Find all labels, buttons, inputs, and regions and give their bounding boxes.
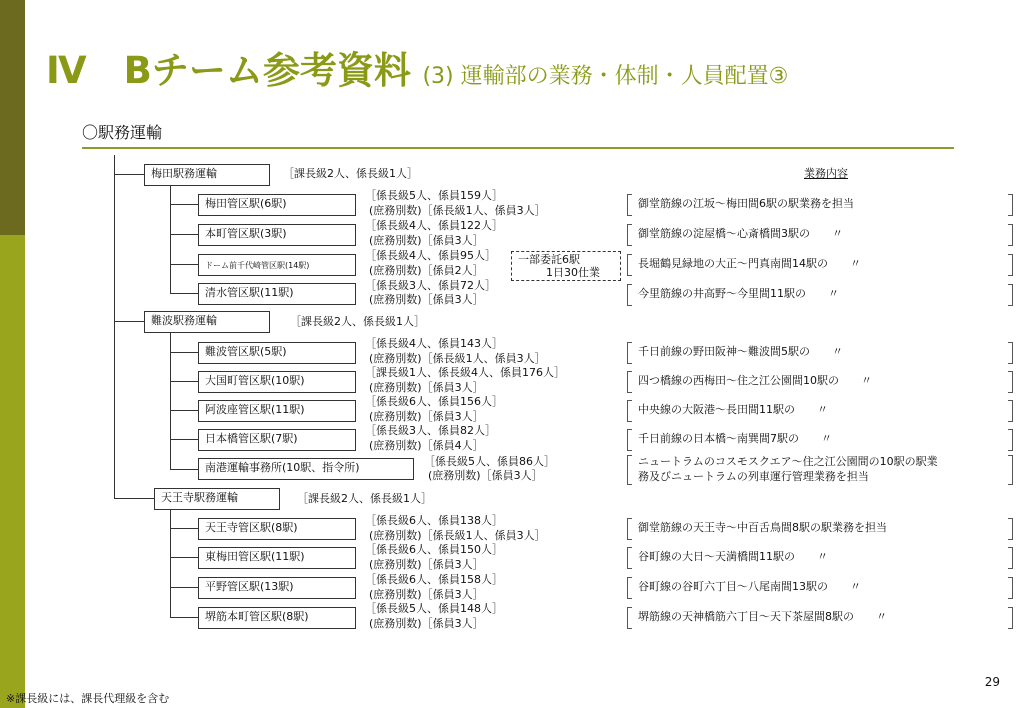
duty-bracket-right — [1008, 400, 1013, 422]
outsourcing-line1: 一部委託6駅 — [518, 253, 580, 266]
station-staff: ［係長級6人、係員138人］ — [365, 514, 503, 527]
duty-text-line2: 務及びニュートラムの列車運行管理業務を担当 — [638, 470, 869, 483]
sub-branch — [170, 469, 198, 470]
duty-bracket-left — [627, 254, 632, 276]
sub-trunk-tennoji — [170, 510, 171, 617]
duty-text: 谷町線の大日～天満橋間11駅の 〃 — [638, 550, 828, 563]
duty-bracket-left — [627, 342, 632, 364]
station-staff-admin: (庶務別数)［係員2人］ — [369, 264, 484, 277]
duty-bracket-right — [1008, 254, 1013, 276]
duty-bracket-left — [627, 518, 632, 540]
duties-header: 業務内容 — [804, 167, 848, 180]
section-heading: 〇駅務運輸 — [82, 123, 163, 142]
station-box: 難波管区駅(5駅) — [198, 342, 356, 364]
sub-branch — [170, 381, 198, 382]
duty-text-line1: ニュートラムのコスモスクエア～住之江公園間の10駅の駅業 — [638, 455, 938, 468]
station-box: 南港運輸事務所(10駅、指令所) — [198, 458, 414, 480]
station-staff: ［係長級6人、係員150人］ — [365, 543, 503, 556]
station-box: 大国町管区駅(10駅) — [198, 371, 356, 393]
station-staff-admin: (庶務別数)［係員3人］ — [369, 293, 484, 306]
station-box: 天王寺管区駅(8駅) — [198, 518, 356, 540]
page-title — [46, 40, 788, 96]
station-box: ドーム前千代崎管区駅(14駅) — [198, 254, 356, 276]
duty-bracket-right — [1008, 194, 1013, 216]
sub-branch — [170, 352, 198, 353]
outsourcing-line2: 1日30仕業 — [546, 266, 600, 279]
duty-text: 堺筋線の天神橋筋六丁目～天下茶屋間8駅の 〃 — [638, 610, 887, 623]
station-staff: ［課長級1人、係長級4人、係員176人］ — [365, 366, 565, 379]
duty-bracket-right — [1008, 547, 1013, 569]
duty-bracket-left — [627, 455, 632, 485]
sub-branch — [170, 617, 198, 618]
tree-branch-umeda — [114, 174, 144, 175]
station-box: 堺筋本町管区駅(8駅) — [198, 607, 356, 629]
area-box-tennoji: 天王寺駅務運輸 — [154, 488, 280, 510]
area-staff: ［課長級2人、係長級1人］ — [297, 492, 432, 505]
sidebar-accent-light — [0, 235, 25, 708]
duty-bracket-left — [627, 400, 632, 422]
duty-text: 千日前線の野田阪神～難波間5駅の 〃 — [638, 345, 843, 358]
duty-bracket-right — [1008, 342, 1013, 364]
duty-text: 御堂筋線の江坂～梅田間6駅の駅業務を担当 — [638, 197, 854, 210]
duty-bracket-left — [627, 371, 632, 393]
duty-bracket-right — [1008, 224, 1013, 246]
station-staff: ［係長級4人、係員95人］ — [365, 249, 496, 262]
area-box-namba: 難波駅務運輸 — [144, 311, 270, 333]
sub-branch — [170, 293, 198, 294]
duty-bracket-left — [627, 607, 632, 629]
station-staff: ［係長級3人、係員72人］ — [365, 279, 496, 292]
area-staff: ［課長級2人、係長級1人］ — [290, 315, 425, 328]
duty-text: 御堂筋線の天王寺～中百舌鳥間8駅の駅業務を担当 — [638, 521, 887, 534]
duty-text: 今里筋線の井高野～今里間11駅の 〃 — [638, 287, 839, 300]
station-staff: ［係長級6人、係員158人］ — [365, 573, 503, 586]
duty-bracket-left — [627, 547, 632, 569]
area-box-umeda: 梅田駅務運輸 — [144, 164, 270, 186]
station-staff-admin: (庶務別数)［係員3人］ — [369, 381, 484, 394]
sub-branch — [170, 528, 198, 529]
duty-bracket-right — [1008, 455, 1013, 485]
station-box: 日本橋管区駅(7駅) — [198, 429, 356, 451]
duty-text: 御堂筋線の淀屋橋～心斎橋間3駅の 〃 — [638, 227, 843, 240]
duty-bracket-left — [627, 224, 632, 246]
footnote: ※課長級には、課長代理級を含む — [6, 692, 170, 705]
station-staff-admin: (庶務別数)［係員3人］ — [428, 469, 543, 482]
station-staff-admin: (庶務別数)［係長級1人、係員3人］ — [369, 352, 546, 365]
title-main: Ⅳ Bチーム参考資料 — [46, 49, 411, 92]
sub-branch — [170, 264, 198, 265]
duty-bracket-left — [627, 577, 632, 599]
tree-trunk — [114, 155, 115, 499]
sub-trunk-umeda — [170, 186, 171, 293]
duty-text: 中央線の大阪港～長田間11駅の 〃 — [638, 403, 828, 416]
sub-branch — [170, 587, 198, 588]
duty-text: 長堀鶴見緑地の大正～門真南間14駅の 〃 — [638, 257, 861, 270]
station-staff: ［係長級5人、係員159人］ — [365, 189, 503, 202]
tree-branch-namba — [114, 321, 144, 322]
station-staff: ［係長級3人、係員82人］ — [365, 424, 496, 437]
station-box: 本町管区駅(3駅) — [198, 224, 356, 246]
sidebar-accent-dark — [0, 0, 25, 235]
duty-text: 四つ橋線の西梅田～住之江公園間10駅の 〃 — [638, 374, 872, 387]
duty-bracket-right — [1008, 284, 1013, 306]
station-staff-admin: (庶務別数)［係員3人］ — [369, 617, 484, 630]
duty-text: 谷町線の谷町六丁目～八尾南間13駅の 〃 — [638, 580, 861, 593]
title-sub: (3) 運輸部の業務・体制・人員配置③ — [422, 64, 789, 89]
station-box: 平野管区駅(13駅) — [198, 577, 356, 599]
duty-bracket-right — [1008, 429, 1013, 451]
tree-branch-tennoji — [114, 498, 154, 499]
station-box: 清水管区駅(11駅) — [198, 283, 356, 305]
duty-bracket-right — [1008, 577, 1013, 599]
station-box: 梅田管区駅(6駅) — [198, 194, 356, 216]
sub-branch — [170, 204, 198, 205]
station-staff-admin: (庶務別数)［係員3人］ — [369, 558, 484, 571]
duty-bracket-right — [1008, 607, 1013, 629]
station-staff: ［係長級5人、係員148人］ — [365, 602, 503, 615]
station-staff-admin: (庶務別数)［係員3人］ — [369, 410, 484, 423]
outsourcing-note — [511, 251, 621, 281]
duty-bracket-left — [627, 429, 632, 451]
page-number: 29 — [984, 675, 1000, 689]
station-staff: ［係長級4人、係員143人］ — [365, 337, 503, 350]
duty-bracket-left — [627, 194, 632, 216]
sub-branch — [170, 234, 198, 235]
sub-branch — [170, 410, 198, 411]
sub-trunk-namba — [170, 333, 171, 469]
station-box: 東梅田管区駅(11駅) — [198, 547, 356, 569]
station-staff-admin: (庶務別数)［係員3人］ — [369, 234, 484, 247]
duty-bracket-right — [1008, 518, 1013, 540]
sub-branch — [170, 557, 198, 558]
station-staff-admin: (庶務別数)［係長級1人、係員3人］ — [369, 204, 546, 217]
area-staff: ［課長級2人、係長級1人］ — [283, 167, 418, 180]
station-box: 阿波座管区駅(11駅) — [198, 400, 356, 422]
sub-branch — [170, 439, 198, 440]
station-staff: ［係長級6人、係員156人］ — [365, 395, 503, 408]
duty-bracket-left — [627, 284, 632, 306]
station-staff: ［係長級5人、係員86人］ — [424, 455, 555, 468]
duty-bracket-right — [1008, 371, 1013, 393]
section-rule — [82, 147, 954, 149]
duty-text: 千日前線の日本橋～南巽間7駅の 〃 — [638, 432, 832, 445]
station-staff: ［係長級4人、係員122人］ — [365, 219, 503, 232]
station-staff-admin: (庶務別数)［係長級1人、係員3人］ — [369, 529, 546, 542]
station-staff-admin: (庶務別数)［係員3人］ — [369, 588, 484, 601]
station-staff-admin: (庶務別数)［係員4人］ — [369, 439, 484, 452]
